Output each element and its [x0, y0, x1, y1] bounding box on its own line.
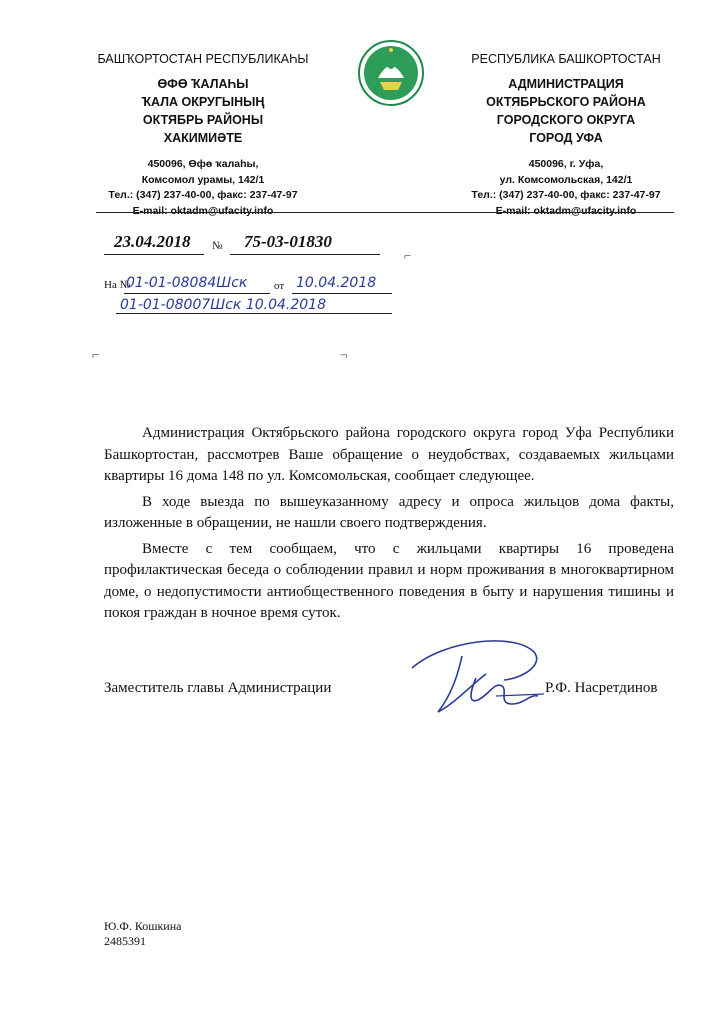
signatory-position: Заместитель главы Администрации [104, 680, 332, 696]
header-right-republic: РЕСПУБЛИКА БАШКОРТОСТАН [471, 52, 661, 66]
header-left-org-3: ОКТЯБРЬ РАЙОНЫ [142, 113, 264, 127]
header-left-org-1: ӨФӨ ҠАЛАҺЫ [157, 77, 249, 91]
header-right [456, 52, 676, 219]
header-left-org-2: ҠАЛА ОКРУГЫНЫҢ [141, 95, 265, 109]
reply-to-label: На № [104, 279, 131, 291]
header-right-phone: Тел.: (347) 237-40-00, факс: 237-47-97 [471, 189, 661, 201]
header-left-org-4: ХАКИМИӘТЕ [163, 131, 243, 145]
header-left-address-1: 450096, Өфө ҡалаһы, [147, 158, 259, 170]
signatory-name: Р.Ф. Насретдинов [545, 680, 658, 696]
letter-body [104, 423, 674, 629]
header-left-republic: БАШҠОРТОСТАН РЕСПУБЛИКАҺЫ [97, 52, 309, 66]
header-right-org-1: АДМИНИСТРАЦИЯ [508, 77, 624, 91]
subject-bracket-right: ¬ [340, 347, 348, 362]
signature-icon [404, 634, 554, 724]
number-sign: № [212, 240, 223, 252]
outgoing-number: 75-03-01830 [244, 232, 332, 251]
header-left [90, 52, 316, 219]
address-corner-mark: ⌐ [404, 248, 412, 263]
outgoing-date: 23.04.2018 [114, 232, 191, 251]
reply-to-number: 01-01-08084Шск [126, 275, 248, 291]
subject-bracket-left: ⌐ [92, 347, 100, 362]
header-left-email: E-mail: oktadm@ufacity.info [132, 204, 274, 217]
reply-to-date: 10.04.2018 [296, 275, 377, 291]
emblem-icon [356, 38, 426, 108]
header-divider [96, 212, 674, 213]
header-right-org-2: ОКТЯБРЬСКОГО РАЙОНА [486, 95, 646, 109]
header-right-address-1: 450096, г. Уфа, [528, 158, 604, 170]
body-paragraph-3: Вместе с тем сообщаем, что с жильцами квартиры 16 проведена профилактическая беседа о соблюдении правил и норм проживания в многоквартирном доме, о недопустимости антиобщественного поведения в быту и нарушения тишины и покоя граждан в ночное время суток. [104, 540, 674, 621]
handwritten-signature [404, 634, 554, 724]
body-paragraph-2: В ходе выезда по вышеуказанному адресу и опроса жильцов дома факты, изложенные в обращении, не нашли своего подтверждения. [104, 493, 674, 531]
header-right-org-3: ГОРОДСКОГО ОКРУГА [496, 113, 636, 127]
reply-to-second-entry: 01-01-08007Шск 10.04.2018 [120, 297, 327, 313]
executor-phone: 2485391 [104, 934, 146, 948]
reply-to-from-label: от [274, 280, 285, 292]
header-right-email: E-mail: oktadm@ufacity.info [495, 204, 637, 217]
header-left-address-2: Комсомол урамы, 142/1 [141, 173, 265, 186]
header-right-address-2: ул. Комсомольская, 142/1 [499, 173, 633, 186]
header-left-phone: Тел.: (347) 237-40-00, факс: 237-47-97 [108, 189, 298, 201]
executor-name: Ю.Ф. Кошкина [104, 919, 182, 933]
header-right-org-4: ГОРОД УФА [529, 131, 603, 145]
coat-of-arms-emblem [356, 38, 426, 108]
body-paragraph-1: Администрация Октябрьского района городского округа город Уфа Республики Башкортостан, рассмотрев Ваше обращение о неудобствах, создаваемых жильцами квартиры 16 дома 148 по ул. Комсомольская, сообщает следующее. [104, 425, 674, 484]
